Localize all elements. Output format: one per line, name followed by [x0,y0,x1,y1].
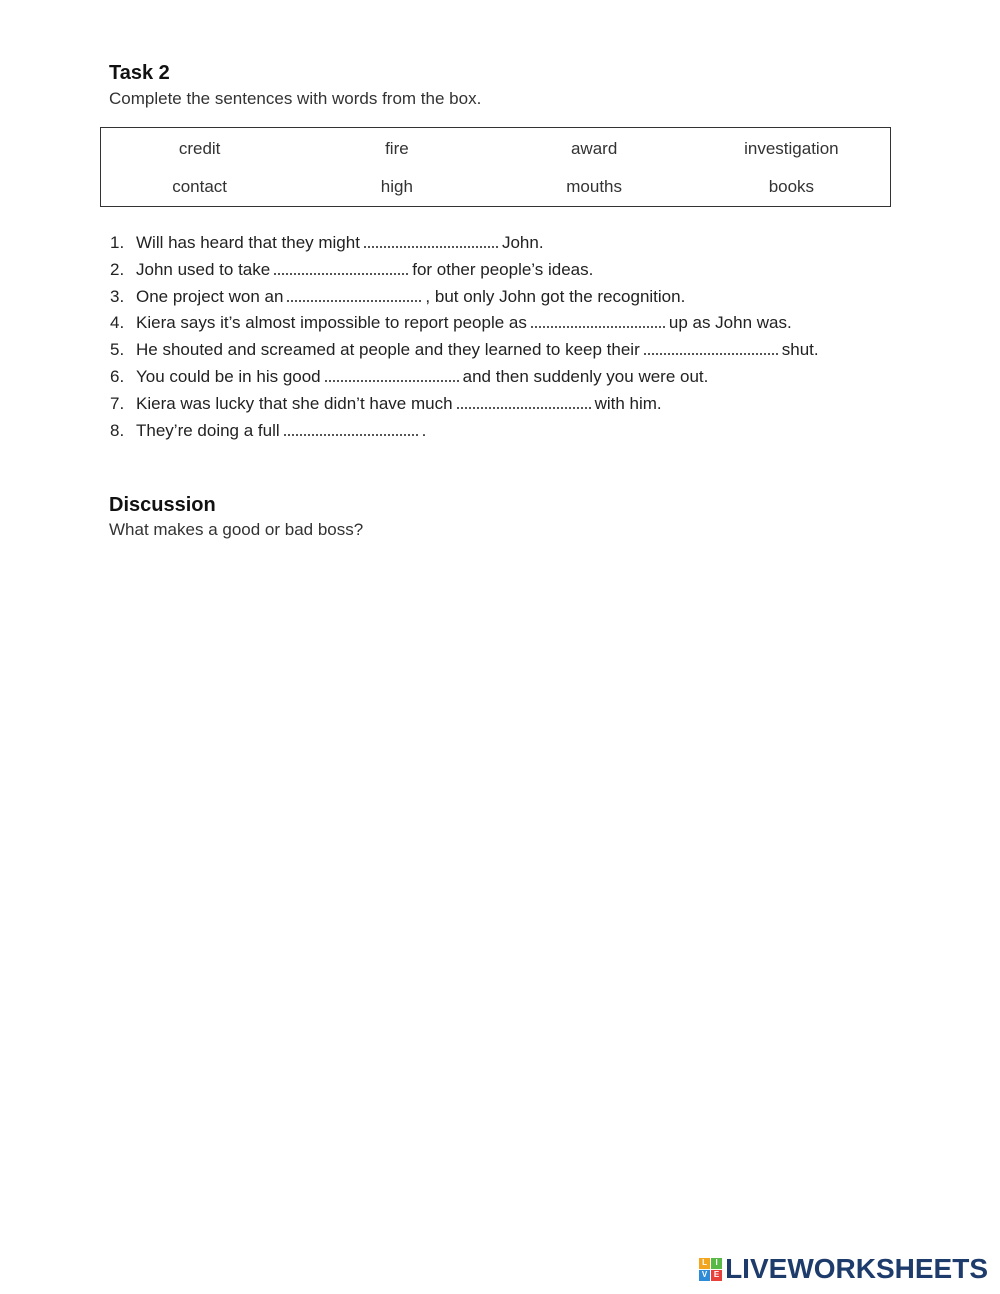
sentence-text-before: Kiera says it’s almost impossible to report people as [136,313,527,333]
task-title: Task 2 [109,62,170,84]
sentence-item [110,310,819,337]
sentence-number: 3. [110,286,125,306]
word-box-item: award [570,139,618,158]
task-instruction: Complete the sentences with words from the box. [109,89,482,108]
discussion-title: Discussion [109,494,216,516]
sentence-item [110,364,819,391]
answer-blank[interactable] [284,422,418,436]
word-box-item: contact [172,177,228,196]
sentence-text-before: Will has heard that they might [136,233,360,252]
sentence-text-before: They’re doing a full [136,420,280,440]
sentence-text-before: John used to take [136,259,271,279]
sentence-number: 8. [110,420,125,440]
answer-blank[interactable] [325,368,459,382]
discussion-question: What makes a good or bad boss? [109,520,364,539]
sentence-item [110,230,819,257]
word-box [100,127,891,207]
sentence-text-before: He shouted and screamed at people and they learned to keep their [136,340,640,360]
live-icon-letter: I [711,1258,722,1269]
answer-blank[interactable] [531,314,665,328]
sentence-text-after: up as John was. [668,313,792,333]
sentence-item [110,337,819,364]
answer-blank[interactable] [364,234,498,248]
brand-name: LIVEWORKSHEETS [725,1253,988,1284]
sentence-text-after: with him. [594,393,662,413]
sentence-text-before: You could be in his good [136,366,321,386]
sentence-text-after: for other people’s ideas. [412,259,594,279]
live-icon-letter: E [711,1270,722,1281]
sentence-number: 5. [110,340,125,360]
answer-blank[interactable] [274,261,408,275]
sentence-item [110,284,819,311]
sentence-number: 7. [110,393,125,413]
sentence-text-after: and then suddenly you were out. [462,366,709,386]
sentence-number: 4. [110,313,125,333]
sentence-item [110,257,819,284]
answer-blank[interactable] [644,341,778,355]
word-box-item: fire [385,139,409,158]
word-box-item: mouths [566,177,622,196]
sentence-text-after: . [421,420,427,440]
sentence-item [110,418,819,445]
sentence-text-after: shut. [781,340,819,360]
sentence-text-after: John. [501,233,544,252]
answer-blank[interactable] [287,288,421,302]
sentence-text-before: Kiera was lucky that she didn’t have much [136,393,453,413]
sentence-item [110,391,819,418]
sentence-text-after: , but only John got the recognition. [425,286,686,306]
live-icon-letter: L [699,1258,710,1269]
word-box-item: investigation [744,139,839,158]
word-box-item: credit [178,139,221,158]
sentence-number: 6. [110,366,125,386]
liveworksheets-logo [699,1253,988,1285]
word-box-item: books [768,177,815,196]
sentence-text-before: One project won an [136,286,284,306]
word-box-item: high [380,177,413,196]
sentence-list [110,230,819,444]
sentence-number: 2. [110,259,125,279]
sentence-number: 1. [110,233,125,252]
live-icon-letter: V [699,1270,710,1281]
answer-blank[interactable] [457,395,591,409]
live-icon [699,1258,722,1281]
